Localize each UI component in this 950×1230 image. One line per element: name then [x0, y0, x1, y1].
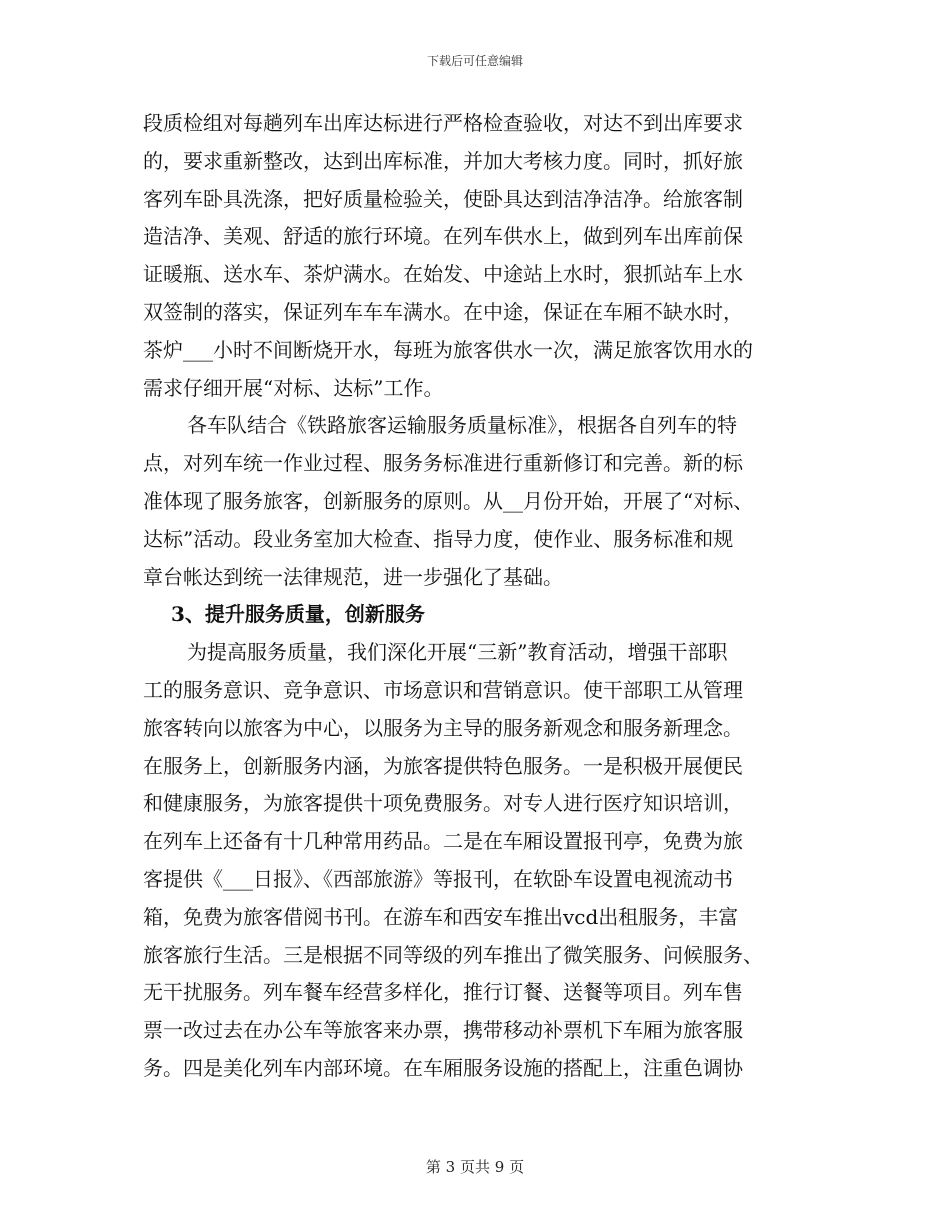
paragraph-start-line: 各车队结合《铁路旅客运输服务质量标准》，根据各自列车的特 — [187, 413, 737, 438]
text-line: 工的服务意识、竞争意识、市场意识和营销意识。使干部职工从管理 — [143, 677, 743, 702]
text-line: 的，要求重新整改，达到出库标准，并加大考核力度。同时，抓好旅 — [143, 148, 743, 173]
text-line: 证暖瓶、送水车、茶炉满水。在始发、中途站上水时，狠抓站车上水 — [143, 262, 743, 287]
page-footer: 第 3 页共 9 页 — [425, 1158, 525, 1176]
text-line: 客列车卧具洗涤，把好质量检验关，使卧具达到洁净洁净。给旅客制 — [143, 186, 743, 211]
section-heading: 3、提升服务质量，创新服务 — [171, 602, 425, 627]
text-line: 箱，免费为旅客借阅书刊。在游车和西安车推出vcd出租服务，丰富 — [143, 904, 739, 929]
text-line: 章台帐达到统一法律规范，进一步强化了基础。 — [143, 564, 563, 589]
text-line: 准体现了服务旅客，创新服务的原则。从__月份开始，开展了“对标、 — [143, 488, 754, 513]
text-line: 茶炉___小时不间断烧开水，每班为旅客供水一次，满足旅客饮用水的 — [143, 337, 753, 362]
text-line: 旅客旅行生活。三是根据不同等级的列车推出了微笑服务、问候服务、 — [143, 942, 763, 967]
text-line: 双签制的落实，保证列车车车满水。在中途，保证在车厢不缺水时， — [143, 299, 743, 324]
paragraph-start-line: 为提高服务质量，我们深化开展“三新”教育活动，增强干部职 — [187, 640, 728, 665]
text-line: 达标”活动。段业务室加大检查、指导力度，使作业、服务标准和规 — [143, 526, 734, 551]
text-line: 在列车上还备有十几种常用药品。二是在车厢设置报刊亭，免费为旅 — [143, 829, 743, 854]
text-line: 旅客转向以旅客为中心，以服务为主导的服务新观念和服务新理念。 — [143, 715, 743, 740]
document-body — [143, 105, 810, 1088]
text-line: 无干扰服务。列车餐车经营多样化，推行订餐、送餐等项目。列车售 — [143, 980, 743, 1005]
text-line: 票一改过去在办公车等旅客来办票，携带移动补票机下车厢为旅客服 — [143, 1018, 743, 1043]
text-line: 造洁净、美观、舒适的旅行环境。在列车供水上，做到列车出库前保 — [143, 224, 743, 249]
text-line: 需求仔细开展“对标、达标”工作。 — [143, 375, 444, 400]
text-line: 点，对列车统一作业过程、服务务标准进行重新修订和完善。新的标 — [143, 451, 743, 476]
text-line: 客提供《___日报》、《西部旅游》等报刊，在软卧车设置电视流动书 — [143, 866, 733, 891]
text-line: 在服务上，创新服务内涵，为旅客提供特色服务。一是积极开展便民 — [143, 753, 743, 778]
text-line: 和健康服务，为旅客提供十项免费服务。对专人进行医疗知识培训， — [143, 791, 743, 816]
text-line: 务。四是美化列车内部环境。在车厢服务设施的搭配上，注重色调协 — [143, 1055, 743, 1080]
page-header: 下载后可任意编辑 — [426, 54, 523, 68]
text-line: 段质检组对每趟列车出库达标进行严格检查验收，对达不到出库要求 — [143, 111, 743, 135]
